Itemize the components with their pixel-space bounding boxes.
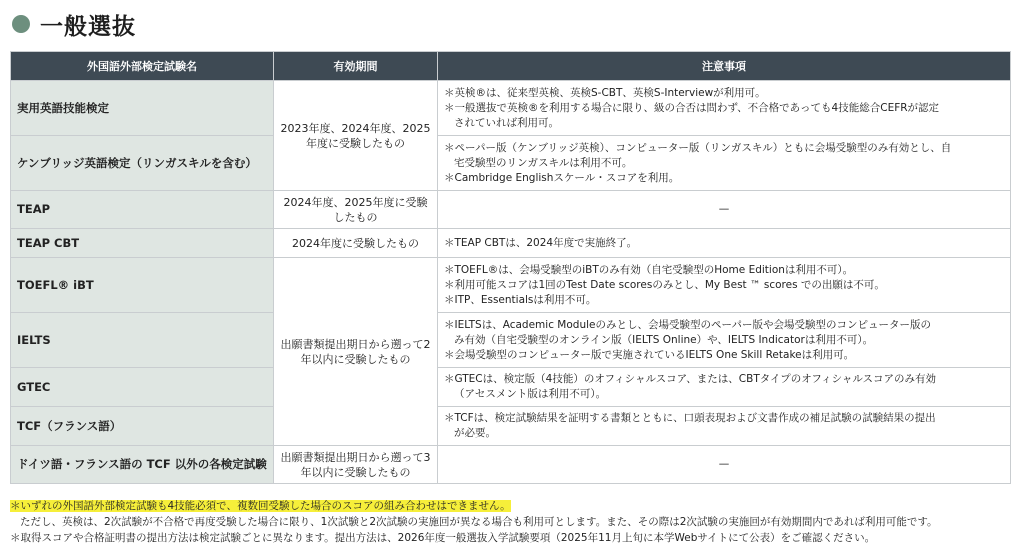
exam-notes: — xyxy=(438,191,1011,229)
valid-period: 出願書類提出期日から遡って3年以内に受験したもの xyxy=(274,446,438,484)
valid-period: 2024年度に受験したもの xyxy=(274,229,438,258)
exam-name: TEAP xyxy=(11,191,274,229)
footnote-line: ＊取得スコアや合格証明書の提出方法は検定試験ごとに異なります。提出方法は、2026年度一般選抜入学試験要項（2025年11月上旬に本学Webサイトにて公表）をご確認ください。 xyxy=(10,532,876,544)
note-line: ＊利用可能スコアは1回のTest Date scoresのみとし、My Best ™ scores での出願は不可。 xyxy=(444,278,885,291)
footnote-line xyxy=(10,498,1014,514)
exam-name: 実用英語技能検定 xyxy=(11,81,274,136)
table-row xyxy=(11,258,1011,313)
section-heading xyxy=(12,8,136,40)
exam-notes xyxy=(438,407,1011,446)
note-line: されていれば利用可。 xyxy=(454,116,559,129)
table-header-row xyxy=(11,52,1011,81)
note-line: 宅受験型のリンガスキルは利用不可。 xyxy=(454,156,633,169)
exam-name: IELTS xyxy=(11,313,274,368)
footnote-line: ただし、英検は、2次試験が不合格で再度受験した場合に限り、1次試験と2次試験の実施回が異なる場合も利用可とします。また、その際は2次試験の実施回が有効期間内であれば利用可能です。 xyxy=(20,516,938,528)
page-title: 一般選抜 xyxy=(40,13,136,40)
note-line: ＊TCFは、検定試験結果を証明する書類とともに、口頭表現および文書作成の補足試験の試験結果の提出 xyxy=(444,412,936,424)
table-row xyxy=(11,407,1011,446)
valid-period: 2024年度、2025年度に受験したもの xyxy=(274,191,438,229)
header-notes: 注意事項 xyxy=(438,52,1011,81)
valid-period: 出願書類提出期日から遡って2年以内に受験したもの xyxy=(274,258,438,446)
note-line: ＊ペーパー版（ケンブリッジ英検）、コンピューター版（リンガスキル）ともに会場受験型のみ有効とし、自 xyxy=(444,141,952,154)
table-row xyxy=(11,446,1011,484)
exam-table xyxy=(10,51,1011,484)
header-exam-name: 外国語外部検定試験名 xyxy=(11,52,274,81)
bullet-dot-icon xyxy=(12,15,30,33)
note-line: ＊GTECは、検定版（4技能）のオフィシャルスコア、または、CBTタイプのオフィシャルスコアのみ有効 xyxy=(444,373,937,385)
note-line: ＊会場受験型のコンピューター版で実施されているIELTS One Skill Retakeは利用可。 xyxy=(444,348,855,361)
note-line: ＊Cambridge Englishスケール・スコアを利用。 xyxy=(444,171,680,184)
note-line: ＊TOEFL®は、会場受験型のiBTのみ有効（自宅受験型のHome Editionは利用不可）。 xyxy=(444,263,854,276)
footnotes xyxy=(10,498,1014,546)
header-valid-period: 有効期間 xyxy=(274,52,438,81)
note-line: （アセスメント版は利用不可）。 xyxy=(454,388,607,400)
note-line: み有効（自宅受験型のオンライン版（IELTS Online）や、IELTS Indicatorは利用不可）。 xyxy=(454,333,874,346)
exam-notes xyxy=(438,258,1011,313)
exam-name: ケンブリッジ英語検定（リンガスキルを含む） xyxy=(11,136,274,191)
exam-notes xyxy=(438,229,1011,258)
table-row xyxy=(11,368,1011,407)
table-row xyxy=(11,81,1011,136)
note-line: が必要。 xyxy=(454,427,496,439)
note-line: ＊英検®は、従来型英検、英検S-CBT、英検S-Interviewが利用可。 xyxy=(444,86,766,99)
exam-notes xyxy=(438,313,1011,368)
exam-name: GTEC xyxy=(11,368,274,407)
table-row xyxy=(11,136,1011,191)
table-row xyxy=(11,229,1011,258)
highlighted-footnote: ＊いずれの外国語外部検定試験も4技能必須で、複数回受験した場合のスコアの組み合わせはできません。 xyxy=(10,500,511,512)
exam-notes xyxy=(438,136,1011,191)
exam-name: TEAP CBT xyxy=(11,229,274,258)
note-line: ＊一般選抜で英検®を利用する場合に限り、級の合否は問わず、不合格であっても4技能総合CEFRが認定 xyxy=(444,101,940,114)
exam-name: TOEFL® iBT xyxy=(11,258,274,313)
table-row xyxy=(11,313,1011,368)
valid-period: 2023年度、2024年度、2025年度に受験したもの xyxy=(274,81,438,191)
note-line: ＊TEAP CBTは、2024年度で実施終了。 xyxy=(444,236,638,249)
exam-notes xyxy=(438,81,1011,136)
exam-notes xyxy=(438,368,1011,407)
table-row xyxy=(11,191,1011,229)
exam-notes: — xyxy=(438,446,1011,484)
note-line: ＊ITP、Essentialsは利用不可。 xyxy=(444,293,597,306)
exam-name: TCF（フランス語） xyxy=(11,407,274,446)
exam-name: ドイツ語・フランス語の TCF 以外の各検定試験 xyxy=(11,446,274,484)
note-line: ＊IELTSは、Academic Moduleのみとし、会場受験型のペーパー版や会場受験型のコンピューター版の xyxy=(444,318,931,331)
